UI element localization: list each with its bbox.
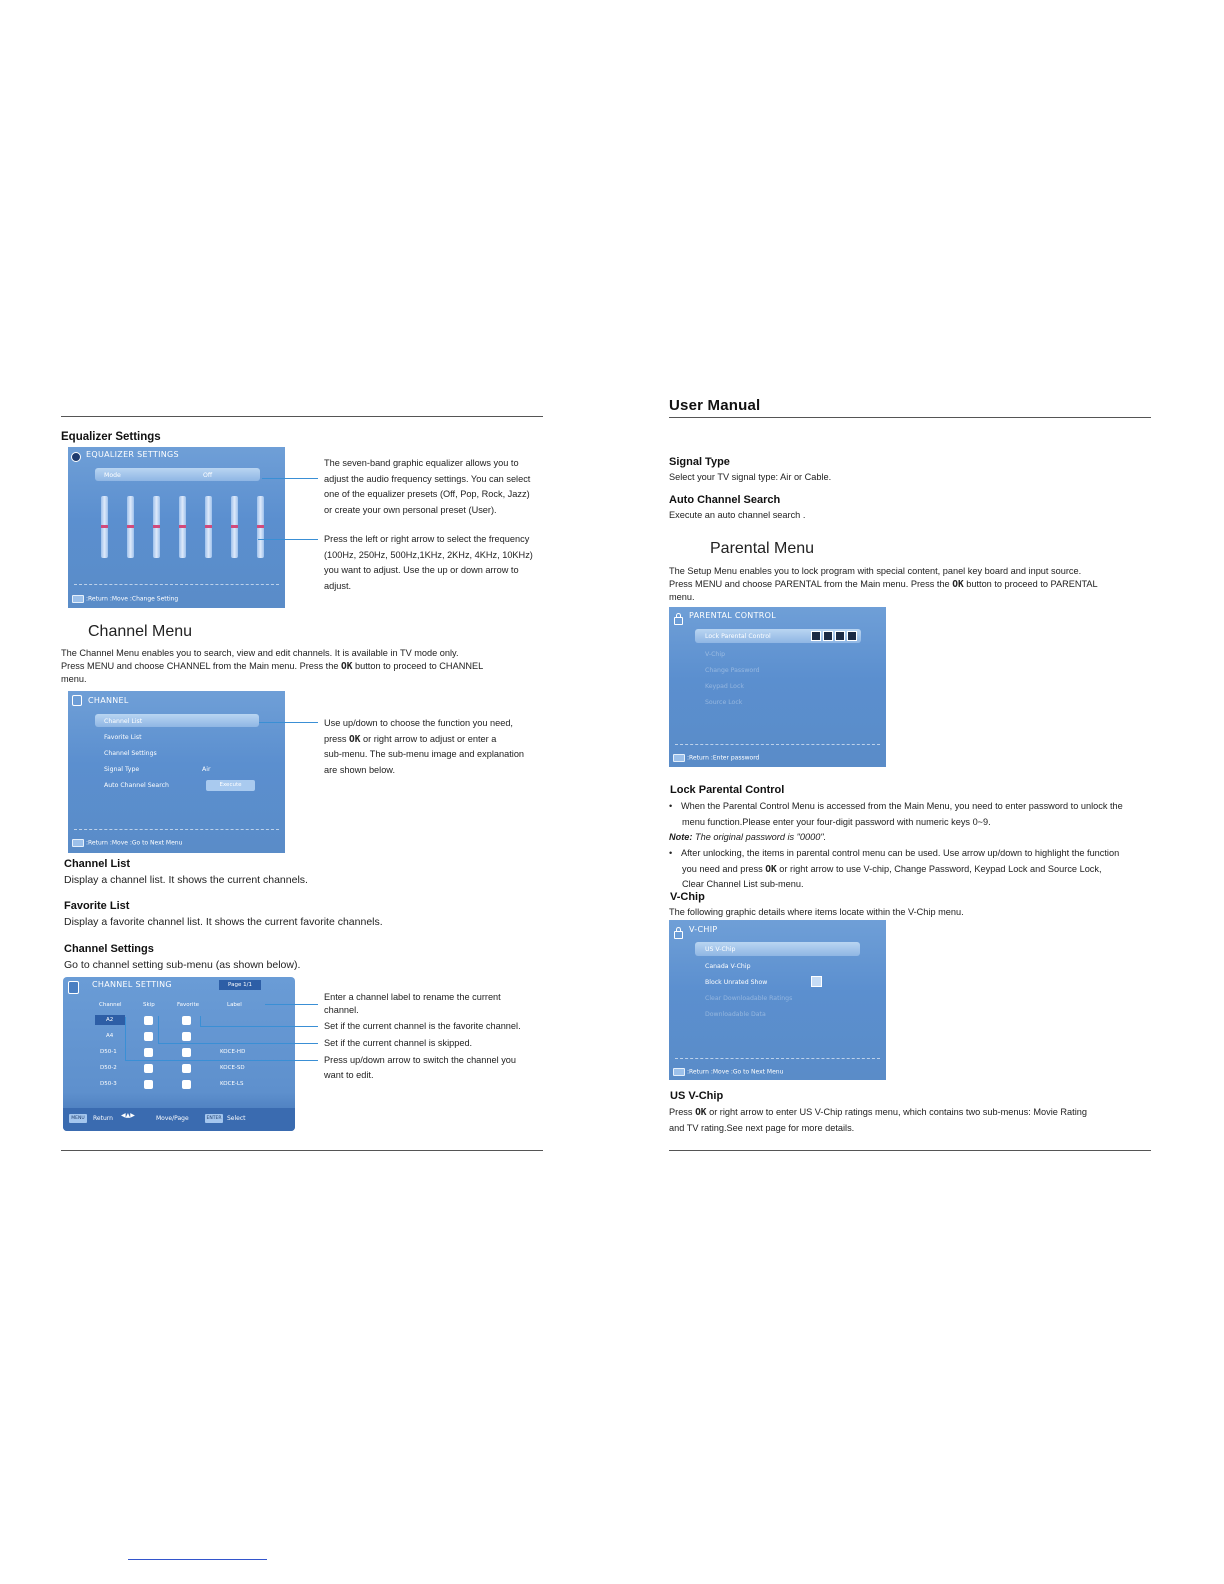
- left-top-rule: [61, 416, 543, 417]
- parental-divider: [675, 744, 880, 745]
- parental-item-lock[interactable]: Lock Parental Control: [705, 633, 771, 640]
- vchip-footer: :Return :Move :Go to Next Menu: [673, 1068, 783, 1076]
- bullet: •: [669, 801, 673, 811]
- channel-item-list[interactable]: Channel List: [104, 718, 143, 725]
- left-bottom-rule: [61, 1150, 543, 1151]
- parental-intro: The Setup Menu enables you to lock program with special content, panel key board and input source. Press MENU and choose PARENTAL from the Main menu. Press the OK button to proceed to PARENTAL menu.: [669, 566, 1098, 602]
- channel-row-d50-3[interactable]: D50-3: [100, 1081, 117, 1087]
- channel-setting-icon: [68, 981, 79, 994]
- channel-item-favorite[interactable]: Favorite List: [104, 734, 142, 741]
- skip-checkbox[interactable]: [144, 1032, 153, 1041]
- enter-key-icon: ENTER: [206, 1116, 222, 1121]
- menu-key-icon: MENU: [69, 1114, 87, 1123]
- parental-screen-title: PARENTAL CONTROL: [689, 611, 776, 620]
- equalizer-band-thumb[interactable]: [231, 525, 238, 528]
- lock-parental-title: Lock Parental Control: [670, 784, 785, 796]
- channel-settings-title: Channel Settings: [64, 943, 154, 955]
- lock-icon: [674, 931, 683, 939]
- favorite-checkbox[interactable]: [182, 1064, 191, 1073]
- vchip-title: V-Chip: [670, 891, 705, 903]
- channel-callout-line: [259, 722, 318, 723]
- parental-footer: :Return :Enter password: [673, 754, 759, 762]
- channel-list-text: Display a channel list. It shows the current channels.: [64, 874, 308, 886]
- favorite-checkbox[interactable]: [182, 1048, 191, 1057]
- equalizer-band-slider[interactable]: [179, 496, 186, 558]
- password-digit-3[interactable]: [835, 631, 845, 641]
- channel-description: Use up/down to choose the function you need, press OK or right arrow to adjust or enter a sub-menu. The sub-menu image and explanation are shown below.: [324, 718, 525, 775]
- col-skip: Skip: [143, 1002, 155, 1008]
- footer-move-label: Move/Page: [156, 1115, 189, 1122]
- favorite-list-text: Display a favorite channel list. It shows the current favorite channels.: [64, 916, 383, 928]
- skip-checkbox[interactable]: [144, 1016, 153, 1025]
- equalizer-screen: [68, 447, 285, 608]
- equalizer-band-slider[interactable]: [101, 496, 108, 558]
- equalizer-divider: [74, 584, 279, 585]
- auto-search-text: Execute an auto channel search .: [669, 510, 806, 520]
- bottom-link-underline[interactable]: [128, 1559, 267, 1560]
- lock-parental-note: Note: The original password is "0000".: [669, 832, 827, 842]
- vchip-item-clear-ratings: Clear Downloadable Ratings: [705, 995, 793, 1002]
- equalizer-band-thumb[interactable]: [205, 525, 212, 528]
- equalizer-callout-line-1: [262, 478, 318, 479]
- channel-row-a2[interactable]: A2: [106, 1017, 114, 1023]
- channel-label: KOCE-SD: [220, 1065, 245, 1071]
- channel-footer: :Return :Move :Go to Next Menu: [72, 839, 182, 847]
- signal-type-text: Select your TV signal type: Air or Cable.: [669, 472, 832, 482]
- parental-item-keypad-lock: Keypad Lock: [705, 683, 744, 690]
- return-key-icon: [673, 754, 685, 762]
- favorite-callout-text: Set if the current channel is the favorite channel.: [324, 1021, 521, 1031]
- equalizer-band-slider[interactable]: [153, 496, 160, 558]
- user-manual-header: User Manual: [669, 397, 761, 414]
- skip-checkbox[interactable]: [144, 1080, 153, 1089]
- equalizer-callout-line-2: [258, 539, 318, 540]
- lock-parental-bullet-2: • After unlocking, the items in parental control menu can be used. Use arrow up/down to highlight the function you need and press OK or right arrow to use V-chip, Change Password, Keypad Lock and Source Lock, Clear Channel List sub-menu.: [669, 848, 1120, 889]
- channel-row-a4[interactable]: A4: [106, 1033, 114, 1039]
- equalizer-screen-title: EQUALIZER SETTINGS: [86, 450, 179, 459]
- favorite-checkbox[interactable]: [182, 1016, 191, 1025]
- parental-item-source-lock: Source Lock: [705, 699, 743, 706]
- vchip-screen-title: V-CHIP: [689, 925, 718, 934]
- equalizer-band-thumb[interactable]: [101, 525, 108, 528]
- channel-screen-title: CHANNEL: [88, 696, 129, 705]
- vchip-item-block-unrated[interactable]: Block Unrated Show: [705, 979, 768, 986]
- channel-label: KOCE-LS: [220, 1081, 244, 1087]
- lock-icon: [674, 617, 683, 625]
- equalizer-footer: :Return :Move :Change Setting: [72, 595, 178, 603]
- skip-checkbox[interactable]: [144, 1048, 153, 1057]
- equalizer-mode-label: Mode: [104, 472, 121, 479]
- equalizer-heading: Equalizer Settings: [61, 431, 161, 443]
- block-unrated-checkbox[interactable]: [811, 976, 822, 987]
- bullet: •: [669, 848, 673, 858]
- us-vchip-text: Press OK or right arrow to enter US V-Chip ratings menu, which contains two sub-menus: Movie Rating and TV rating.See next page for more details.: [669, 1107, 1087, 1133]
- equalizer-mode-value: Off: [203, 472, 213, 479]
- channel-signal-value: Air: [202, 766, 211, 773]
- lock-parental-bullet-1: • When the Parental Control Menu is accessed from the Main Menu, you need to enter password to unlock the menu function.Please enter your four-digit password with numeric keys 0~9.: [669, 801, 1123, 827]
- updown-callout-text: Press up/down arrow to switch the channel you want to edit.: [324, 1055, 517, 1080]
- signal-type-title: Signal Type: [669, 456, 730, 468]
- equalizer-band-slider[interactable]: [127, 496, 134, 558]
- channel-item-settings[interactable]: Channel Settings: [104, 750, 157, 757]
- channel-list-title: Channel List: [64, 858, 131, 870]
- col-channel: Channel: [99, 1002, 122, 1008]
- updown-callout-line: [125, 1060, 318, 1061]
- password-digit-1[interactable]: [811, 631, 821, 641]
- skip-callout-vertical: [158, 1016, 159, 1043]
- channel-divider: [74, 829, 279, 830]
- channel-menu-intro: The Channel Menu enables you to search, view and edit channels. It is available in TV mode only. Press MENU and choose CHANNEL from the Main menu. Press the OK button to proceed to CHANNEL menu.: [61, 648, 484, 684]
- skip-checkbox[interactable]: [144, 1064, 153, 1073]
- channel-menu-heading: Channel Menu: [88, 623, 193, 640]
- vchip-item-canada[interactable]: Canada V-Chip: [705, 963, 751, 970]
- equalizer-icon: [71, 452, 81, 462]
- auto-search-execute-button[interactable]: Execute: [206, 780, 255, 791]
- right-top-rule: [669, 417, 1151, 418]
- col-label: Label: [227, 1002, 242, 1008]
- return-key-icon: [72, 839, 84, 847]
- password-digit-2[interactable]: [823, 631, 833, 641]
- equalizer-band-slider[interactable]: [205, 496, 212, 558]
- parental-item-change-password: Change Password: [705, 667, 760, 674]
- channel-row-d50-2[interactable]: D50-2: [100, 1065, 117, 1071]
- channel-label: KOCE-HD: [220, 1049, 246, 1055]
- favorite-list-title: Favorite List: [64, 900, 130, 912]
- channel-row-d50-1[interactable]: D50-1: [100, 1049, 117, 1055]
- channel-item-signal-type[interactable]: Signal Type: [104, 766, 140, 773]
- channel-screen: [68, 691, 285, 853]
- updown-callout-vertical: [125, 1017, 126, 1060]
- favorite-callout-line: [200, 1026, 318, 1027]
- return-key-icon: [673, 1068, 685, 1076]
- channel-menu-icon: [72, 695, 82, 706]
- vchip-screen: [669, 920, 886, 1080]
- skip-callout-text: Set if the current channel is skipped.: [324, 1038, 473, 1048]
- channel-setting-screen: [63, 977, 295, 1131]
- parental-item-vchip: V-Chip: [705, 651, 725, 658]
- favorite-checkbox[interactable]: [182, 1080, 191, 1089]
- auto-search-title: Auto Channel Search: [669, 494, 781, 506]
- label-callout-text: Enter a channel label to rename the current channel.: [324, 992, 501, 1015]
- equalizer-description-2: Press the left or right arrow to select the frequency (100Hz, 250Hz, 500Hz,1KHz, 2KHz, 4KHz, 10KHz) you want to adjust. Use the up or down arrow to adjust.: [324, 534, 533, 591]
- equalizer-band-thumb[interactable]: [127, 525, 134, 528]
- return-key-icon: [72, 595, 84, 603]
- parental-screen: [669, 607, 886, 767]
- channel-setting-title: CHANNEL SETTING: [92, 980, 172, 989]
- equalizer-band-slider[interactable]: [257, 496, 264, 558]
- channel-setting-page: Page 1/1: [219, 980, 261, 990]
- vchip-item-us[interactable]: US V-Chip: [705, 946, 736, 953]
- favorite-checkbox[interactable]: [182, 1032, 191, 1041]
- vchip-text: The following graphic details where items locate within the V-Chip menu.: [669, 907, 964, 917]
- footer-return-label: Return: [93, 1115, 113, 1122]
- skip-callout-line: [158, 1043, 318, 1044]
- channel-settings-text: Go to channel setting sub-menu (as shown below).: [64, 959, 301, 971]
- equalizer-band-thumb[interactable]: [257, 525, 264, 528]
- arrow-keys-icon: ◀▲▶: [121, 1112, 135, 1119]
- vchip-divider: [675, 1058, 880, 1059]
- col-favorite: Favorite: [177, 1002, 199, 1008]
- equalizer-description-1: The seven-band graphic equalizer allows you to adjust the audio frequency settings. You can select one of the equalizer presets (Off, Pop, Rock, Jazz) or create your own personal preset (User).: [324, 458, 531, 515]
- equalizer-band-thumb[interactable]: [179, 525, 186, 528]
- favorite-callout-vertical: [200, 1016, 201, 1026]
- password-digit-4[interactable]: [847, 631, 857, 641]
- footer-select-label: Select: [227, 1115, 246, 1122]
- label-callout-line: [265, 1004, 318, 1005]
- equalizer-band-slider[interactable]: [231, 496, 238, 558]
- parental-menu-heading: Parental Menu: [710, 540, 815, 557]
- right-bottom-rule: [669, 1150, 1151, 1151]
- us-vchip-title: US V-Chip: [670, 1090, 724, 1102]
- channel-item-auto-search[interactable]: Auto Channel Search: [104, 782, 169, 789]
- equalizer-band-thumb[interactable]: [153, 525, 160, 528]
- vchip-item-downloadable: Downloadable Data: [705, 1011, 766, 1018]
